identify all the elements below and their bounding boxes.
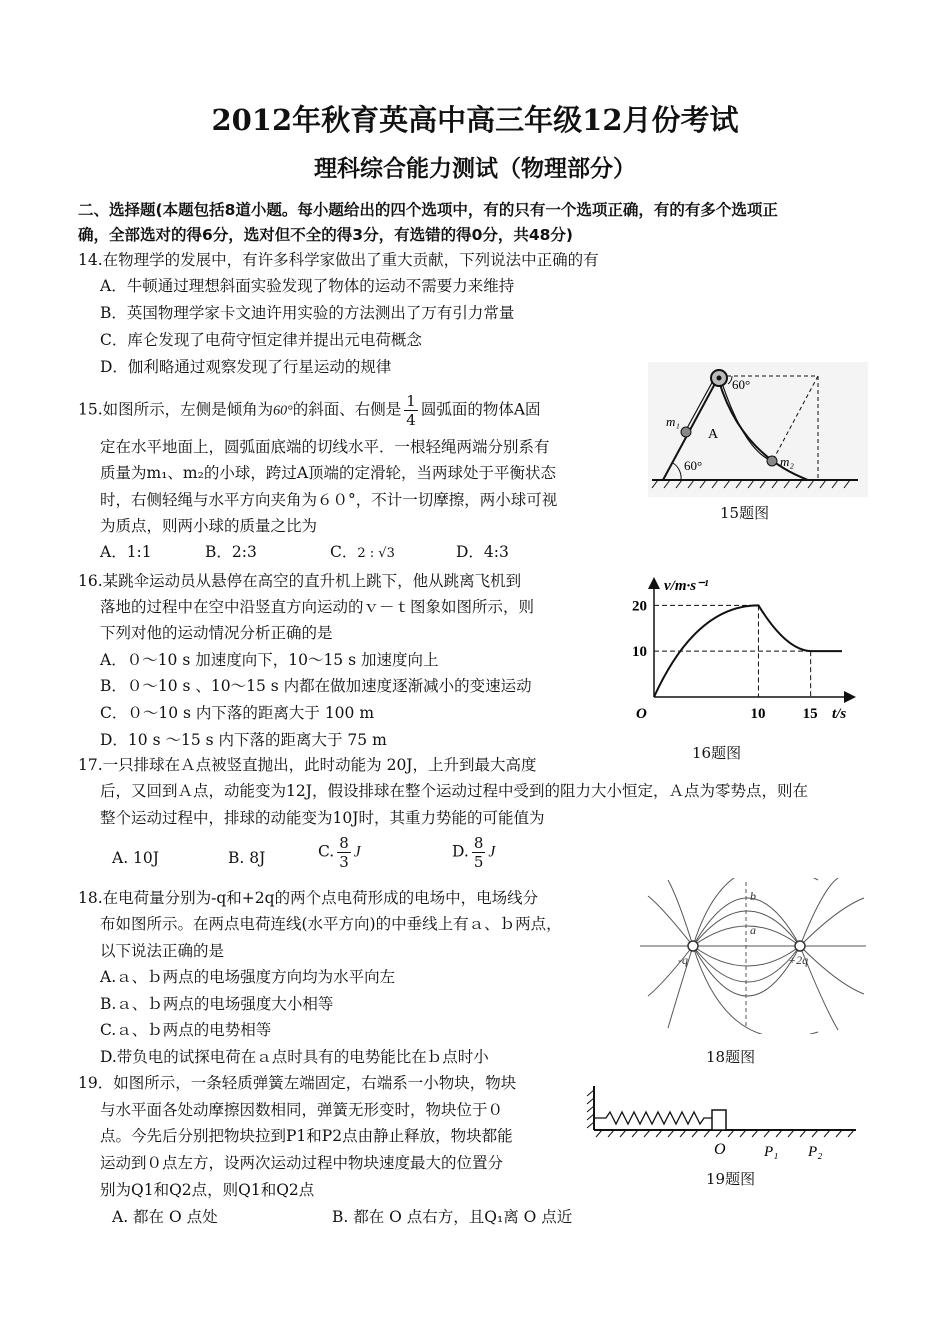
q15-quarter-fraction [404,392,418,429]
vt-x-tick-10: 10 [750,706,766,722]
q15-stem-c: 圆弧面的物体A固 [420,400,541,419]
q15-stem-line2: 定在水平地面上，圆弧面底端的切线水平．一根轻绳两端分别系有 [100,438,550,456]
q19-option-b: B. 都在 O 点右方，且Q₁离 O 点近 [332,1208,573,1226]
q15-pulley-axle [717,376,722,381]
q15-stem-line4: 时，右侧轻绳与水平方向夹角为６０°，不计一切摩擦，两小球可视 [100,491,558,509]
q18-point-b-label: b [750,889,756,903]
q16-caption: 16题图 [692,744,742,762]
q18-stem-line2: 布如图所示。在两点电荷连线(水平方向)的中垂线上有ａ、ｂ两点， [100,915,562,933]
q19-block [712,1110,726,1130]
q15-stem-a: 15.如图所示，左侧是倾角为 [78,400,274,419]
q16-option-a: A．０～10 s 加速度向下，10～15 s 加速度向上 [100,651,439,669]
q15-m1-label: m₁ [666,414,680,429]
q18-caption: 18题图 [706,1048,756,1066]
q15-m2-label: m₂ [780,454,794,469]
q17-stem-line1: 17.一只排球在Ａ点被竖直抛出，此时动能为 20J，上升到最大高度 [78,756,537,774]
q17-option-c [318,834,361,871]
q16-option-c: C．０～10 s 内下落的距离大于 100 m [100,704,375,722]
q19-stem-line4: 运动到０点左方，设两次运动过程中物块速度最大的位置分 [100,1154,504,1172]
q17-option-d-label: D. [452,842,469,861]
vt-y-tick-10: 10 [632,644,647,661]
q19-caption: 19题图 [706,1170,756,1188]
q16-stem-line1: 16.某跳伞运动员从悬停在高空的直升机上跳下，他从跳离飞机到 [78,572,522,590]
q18-positive-charge [795,941,805,951]
q19-spring [594,1112,712,1124]
q18-negative-charge [688,941,698,951]
q17-d-num: 8 [473,834,484,852]
q15-ball-m2 [767,456,777,466]
q15-caption: 15题图 [720,504,770,522]
q15-ball-m1 [681,427,691,437]
q17-option-b: B. 8J [228,849,266,867]
q15-option-d: D．4:3 [456,543,509,561]
q17-c-den: 3 [339,853,349,871]
vt-y-axis-label: v/m·s⁻¹ [664,578,709,594]
q15-bottom-angle-label: 60° [684,458,703,473]
q15-frac-den: 4 [406,411,416,429]
q16-stem-line3: 下列对他的运动情况分析正确的是 [100,624,333,642]
vt-x-axis-label: t/s [832,706,847,722]
q17-option-c-unit: J [353,843,361,861]
q15-stem-b: 的斜面、右侧是 [292,400,402,419]
q15-frac-num: 1 [406,392,416,410]
q15-stem-line3: 质量为m₁、m₂的小球，跨过A顶端的定滑轮，当两球处于平衡状态 [100,464,557,482]
q16-option-d: D．10 s ～15 s 内下落的距离大于 75 m [100,731,387,749]
q14-option-b: B．英国物理学家卡文迪许用实验的方法测出了万有引力常量 [100,304,515,322]
q18-option-d: D.带负电的试探电荷在ａ点时具有的电势能比在ｂ点时小 [100,1048,489,1066]
q15-A-label: A [708,427,719,442]
q18-point-a-label: a [750,923,756,937]
q19-floor-hatch [596,1130,854,1137]
q14-option-d: D．伽利略通过观察发现了行星运动的规律 [100,358,392,376]
q16-option-b: B．０～10 s 、10～15 s 内都在做加速度逐渐减小的变速运动 [100,677,532,695]
q15-angle: 60° [273,403,293,419]
q16-stem-line2: 落地的过程中在空中沿竖直方向运动的ｖ－ｔ图象如图所示，则 [100,598,535,616]
q18-stem-line3: 以下说法正确的是 [100,942,225,960]
q18-stem-line1: 18.在电荷量分别为-q和+2q的两个点电荷形成的电场中，电场线分 [78,889,539,907]
q17-stem-line3: 整个运动过程中，排球的动能变为10J时，其重力势能的可能值为 [100,809,545,827]
q19-wall-hatch [587,1090,594,1128]
q18-option-a: A.ａ、ｂ两点的电场强度方向均为水平向左 [100,968,396,986]
q17-option-d-fraction [472,834,486,871]
q19-stem-line1: 19．如图所示，一条轻质弹簧左端固定，右端系一小物块，物块 [78,1074,517,1092]
q17-option-a: A. 10J [112,849,159,867]
q18-field-figure [638,878,868,1034]
page-subtitle: 理科综合能力测试（物理部分） [314,156,636,182]
q17-stem-line2: 后，又回到Ａ点，动能变为12J，假设排球在整个运动过程中受到的阻力大小恒定，Ａ点为零势点，则在 [100,782,808,800]
section-header-line1: 二、选择题(本题包括8道小题。每小题给出的四个选项中，有的只有一个选项正确，有的有多个选项正 [78,201,778,219]
q19-label-P1: P₁ [764,1144,779,1160]
q19-stem-line3: 点。今先后分别把物块拉到P1和P2点由静止释放，物块都能 [100,1127,513,1145]
q15-stem-line1 [78,392,541,429]
page-title: 2012年秋育英高中高三年级12月份考试 [211,103,739,137]
q15-top-angle-label: 60° [732,377,751,392]
q14-stem: 14.在物理学的发展中，有许多科学家做出了重大贡献，下列说法中正确的有 [78,251,599,269]
q15-option-c [330,542,395,564]
q18-option-c: C.ａ、ｂ两点的电势相等 [100,1021,272,1039]
q19-option-a: A. 都在 O 点处 [112,1208,218,1226]
q19-stem-line2: 与水平面各处动摩擦因数相同，弹簧无形变时，物块位于０ [100,1101,504,1119]
section-header-line2: 确，全部选对的得6分，选对但不全的得3分，有选错的得0分，共48分) [78,226,574,244]
q14-option-c: C．库仑发现了电荷守恒定律并提出元电荷概念 [100,331,422,349]
vt-origin-label: O [636,706,647,722]
q19-stem-line5: 别为Q1和Q2点，则Q1和Q2点 [100,1181,315,1199]
q17-c-num: 8 [339,834,349,852]
q19-label-O: O [714,1141,726,1158]
q19-label-P2: P₂ [808,1144,823,1160]
vt-y-tick-20: 20 [632,598,647,615]
q17-d-den: 5 [473,853,484,871]
q15-option-a: A．1:1 [100,543,152,561]
q17-option-c-label: C. [318,842,335,861]
vt-x-tick-15: 15 [802,706,818,722]
q14-option-a: A．牛顿通过理想斜面实验发现了物体的运动不需要力来维持 [100,277,515,295]
q17-option-d [452,834,495,871]
q18-neg-label: -q [678,953,688,967]
q15-figure [648,362,868,497]
q16-vt-chart [628,572,868,732]
q17-option-d-unit: J [488,843,496,861]
q19-spring-figure [584,1080,864,1166]
q15-option-c-label: C． [330,543,358,561]
q17-option-c-fraction [337,834,351,871]
q18-option-b: B.ａ、ｂ两点的电场强度大小相等 [100,995,334,1013]
q18-pos-label: +2q [788,953,809,967]
q15-option-b: B．2:3 [205,543,257,561]
q15-option-c-value: 2 : √3 [357,546,395,561]
q15-stem-line5: 为质点，则两小球的质量之比为 [100,517,318,535]
